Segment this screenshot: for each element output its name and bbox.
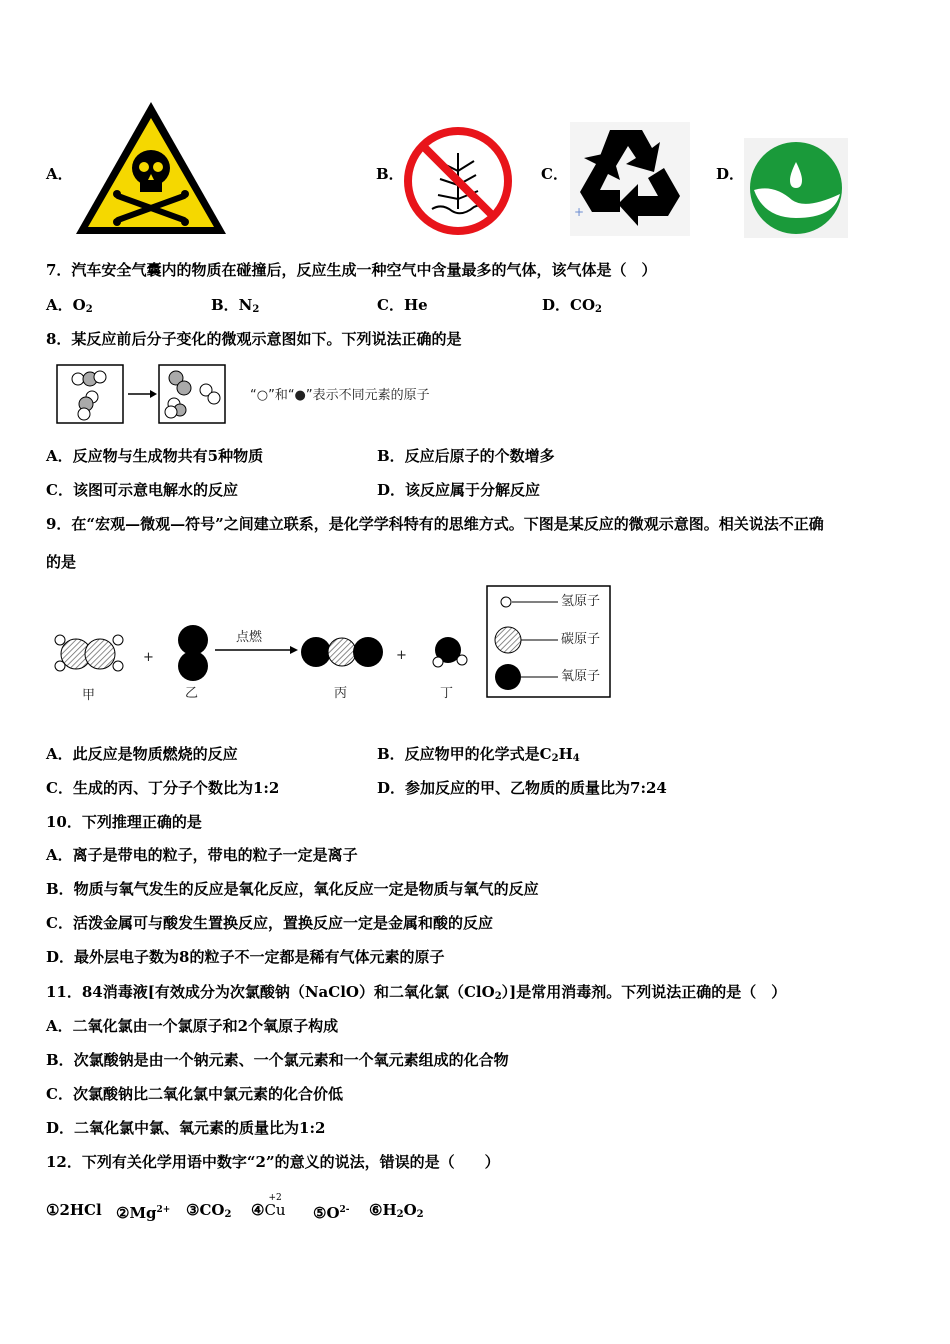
- q12-item-5: $⑤O^{2-}$: [313, 1204, 350, 1222]
- q9-legend-carbon: 碳原子: [561, 632, 601, 647]
- option-c-label: C．: [541, 165, 568, 183]
- q8-option-c: C．该图可示意电解水的反应: [46, 481, 238, 499]
- q9-label-bing: 丙: [334, 686, 348, 701]
- option-b-label: B．: [376, 165, 404, 183]
- q8-reaction-diagram: [56, 364, 228, 426]
- q7-option-d: D．$CO_2$: [542, 296, 602, 315]
- q9-legend-oxygen: 氧原子: [561, 669, 601, 684]
- q8-stem: 8．某反应前后分子变化的微观示意图如下。下列说法正确的是: [46, 330, 462, 348]
- q12-item-4: ④ +2 Cu: [251, 1193, 286, 1219]
- q8-option-d: D．该反应属于分解反应: [377, 481, 541, 499]
- q7-option-a: A．$O_2$: [46, 296, 93, 315]
- q10-option-d: D．最外层电子数为8的粒子不一定都是稀有气体元素的原子: [46, 948, 445, 966]
- q9-plus-1: +: [143, 650, 154, 665]
- q8-option-a: A．反应物与生成物共有5种物质: [46, 447, 264, 465]
- recycle-icon: [570, 122, 690, 236]
- q11-option-b: B．次氯酸钠是由一个钠元素、一个氯元素和一个氧元素组成的化合物: [46, 1051, 509, 1069]
- q9-option-b: B．反应物甲的化学式是$C_2H_4$: [377, 745, 580, 764]
- q10-option-a: A．离子是带电的粒子，带电的粒子一定是离子: [46, 846, 358, 864]
- q12-item-2: $②Mg^{2+}$: [116, 1204, 171, 1222]
- q11-option-a: A．二氧化氯由一个氯原子和2个氧原子构成: [46, 1017, 339, 1035]
- q7-stem: 7．汽车安全气囊内的物质在碰撞后，反应生成一种空气中含量最多的气体，该气体是（ ）: [46, 261, 657, 279]
- q12-item-6: $⑥H_2O_2$: [369, 1201, 424, 1220]
- q9-option-a: A．此反应是物质燃烧的反应: [46, 745, 238, 763]
- q9-stem-line1: 9．在“宏观—微观—符号”之间建立联系，是化学学科特有的思维方式。下图是某反应的微观示意图。相关说法不正确: [46, 515, 824, 533]
- q8-option-b: B．反应后原子的个数增多: [377, 447, 555, 465]
- q12-stem: 12．下列有关化学用语中数字“2”的意义的说法，错误的是（ ）: [46, 1153, 500, 1171]
- q10-option-c: C．活泼金属可与酸发生置换反应，置换反应一定是金属和酸的反应: [46, 914, 493, 932]
- q9-condition: 点燃: [236, 630, 263, 645]
- q9-legend-hydrogen: 氢原子: [561, 594, 601, 609]
- q9-label-jia: 甲: [82, 688, 96, 703]
- svg-text:+: +: [574, 205, 585, 219]
- q11-stem: 11．84消毒液[有效成分为次氯酸钠（NaClO）和二氧化氯（ClO$_2$）]是常用消毒剂。下列说法正确的是（ ）: [46, 983, 787, 1002]
- water-saving-icon: [744, 138, 848, 238]
- q12-item-3: $③CO_2$: [186, 1201, 232, 1220]
- q12-item-1: ①2HCl: [46, 1201, 102, 1219]
- q9-option-d: D．参加反应的甲、乙物质的质量比为7:24: [377, 779, 667, 797]
- q9-reaction-diagram: [50, 620, 490, 710]
- option-a-label: A．: [46, 165, 73, 183]
- toxic-warning-icon: [72, 98, 230, 238]
- q8-legend: “○”和“●”表示不同元素的原子: [250, 388, 430, 403]
- option-d-label: D．: [716, 165, 745, 183]
- q10-option-b: B．物质与氧气发生的反应是氧化反应，氧化反应一定是物质与氧气的反应: [46, 880, 539, 898]
- q9-stem-line2: 的是: [46, 553, 77, 571]
- no-pollution-sign-icon: [402, 125, 514, 237]
- q9-plus-2: +: [396, 648, 407, 663]
- q7-option-b: B．$N_2$: [211, 296, 260, 315]
- q11-option-d: D．二氧化氯中氯、氧元素的质量比为1:2: [46, 1119, 326, 1137]
- q9-option-c: C．生成的丙、丁分子个数比为1:2: [46, 779, 280, 797]
- q9-label-ding: 丁: [440, 686, 454, 701]
- q10-stem: 10．下列推理正确的是: [46, 813, 202, 831]
- q9-label-yi: 乙: [185, 686, 199, 701]
- q7-option-c: C．He: [377, 296, 428, 314]
- q11-option-c: C．次氯酸钠比二氧化氯中氯元素的化合价低: [46, 1085, 343, 1103]
